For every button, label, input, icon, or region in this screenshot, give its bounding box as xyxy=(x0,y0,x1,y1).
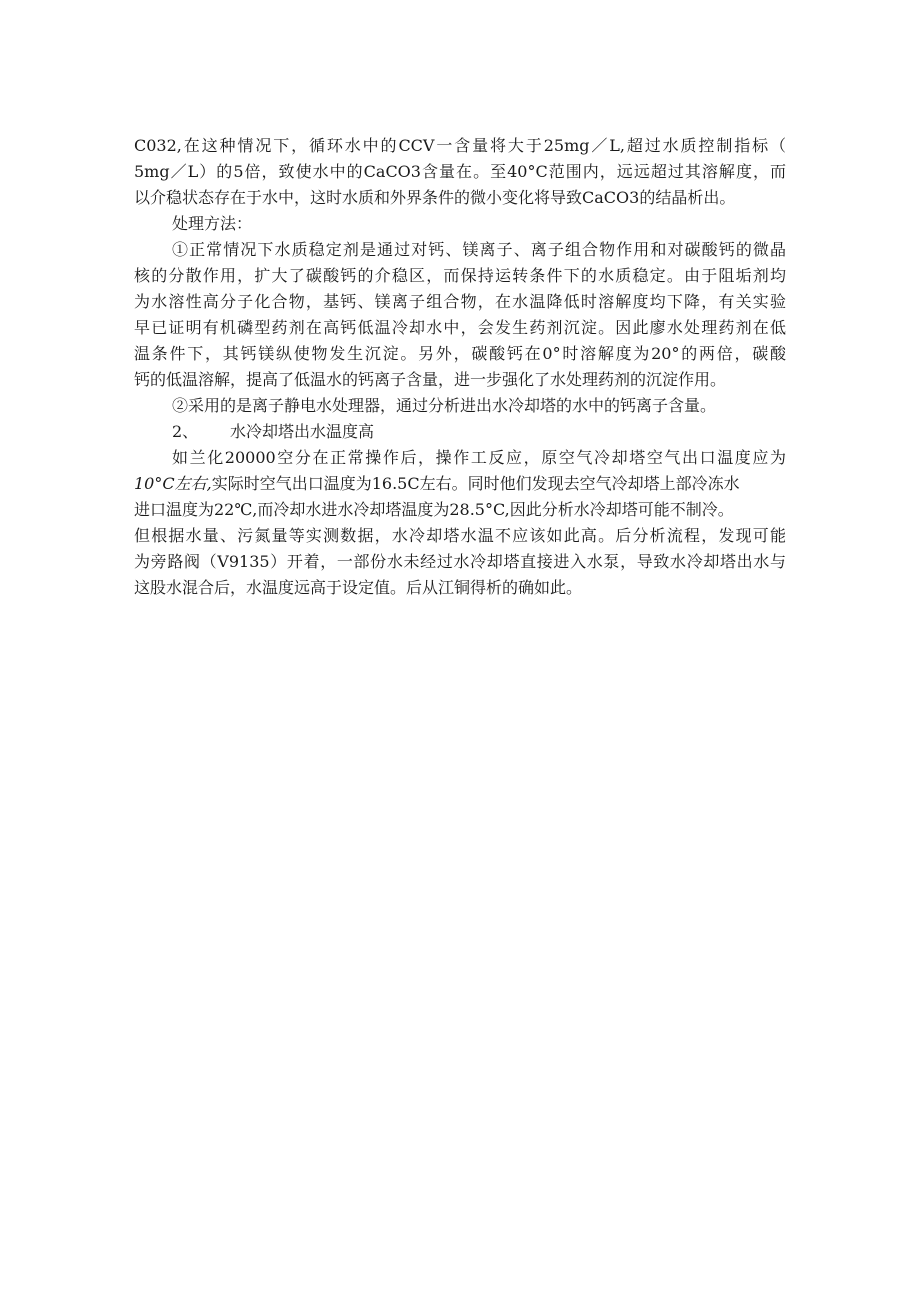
paragraph-line: 进口温度为22℃,而冷却水进水冷却塔温度为28.5°C,因此分析水冷却塔可能不制冷。 xyxy=(134,500,734,519)
section-title: 水冷却塔出水温度高 xyxy=(230,422,375,441)
paragraph-line: 5mg／L）的5倍，致使水中的CaCO3含量在。至40°C范围内，远远超过其溶解度，而 xyxy=(134,162,786,181)
paragraph-text: 实际时空气出口温度为16.5C左右。同时他们发现去空气冷却塔上部冷冻水 xyxy=(211,474,740,493)
paragraph-line: 核的分散作用，扩大了碳酸钙的介稳区，而保持运转条件下的水质稳定。由于阻垢剂均 xyxy=(134,266,786,285)
paragraph-line: 早已证明有机磷型药剂在高钙低温冷却水中，会发生药剂沉淀。因此廖水处理药剂在低 xyxy=(134,318,786,337)
method-label: 处理方法： xyxy=(172,214,253,233)
paragraph-line: 以介稳状态存在于水中，这时水质和外界条件的微小变化将导致CaCO3的结晶析出。 xyxy=(134,188,736,207)
paragraph-line: 温条件下，其钙镁纵使物发生沉淀。另外，碳酸钙在0°时溶解度为20°的两倍，碳酸 xyxy=(134,344,786,363)
document-body xyxy=(134,133,786,601)
italic-text: 10°C左右, xyxy=(134,474,212,493)
paragraph-line: 钙的低温溶解，提高了低温水的钙离子含量，进一步强化了水处理药剂的沉淀作用。 xyxy=(134,370,727,389)
paragraph-line: ②采用的是离子静电水处理器，通过分析进出水冷却塔的水中的钙离子含量。 xyxy=(172,396,717,415)
paragraph-line xyxy=(134,471,786,497)
paragraph-line: 如兰化20000空分在正常操作后，操作工反应，原空气冷却塔空气出口温度应为 xyxy=(172,448,786,467)
paragraph-line: ①正常情况下水质稳定剂是通过对钙、镁离子、离子组合物作用和对碳酸钙的微晶 xyxy=(172,240,786,259)
paragraph-line: C032,在这种情况下，循环水中的CCV一含量将大于25mg／L,超过水质控制指标（ xyxy=(134,136,786,155)
paragraph-line: 为水溶性高分子化合物，基钙、镁离子组合物，在水温降低时溶解度均下降，有关实验 xyxy=(134,292,786,311)
section-number: 2、 xyxy=(172,422,199,441)
paragraph-line: 为旁路阀（V9135）开着，一部份水未经过水冷却塔直接进入水泵，导致水冷却塔出水与 xyxy=(134,552,786,571)
section-heading xyxy=(134,419,786,445)
paragraph-line: 这股水混合后，水温度远高于设定值。后从江铜得析的确如此。 xyxy=(134,578,583,597)
paragraph-line: 但根据水量、污氮量等实测数据，水冷却塔水温不应该如此高。后分析流程，发现可能 xyxy=(134,526,786,545)
